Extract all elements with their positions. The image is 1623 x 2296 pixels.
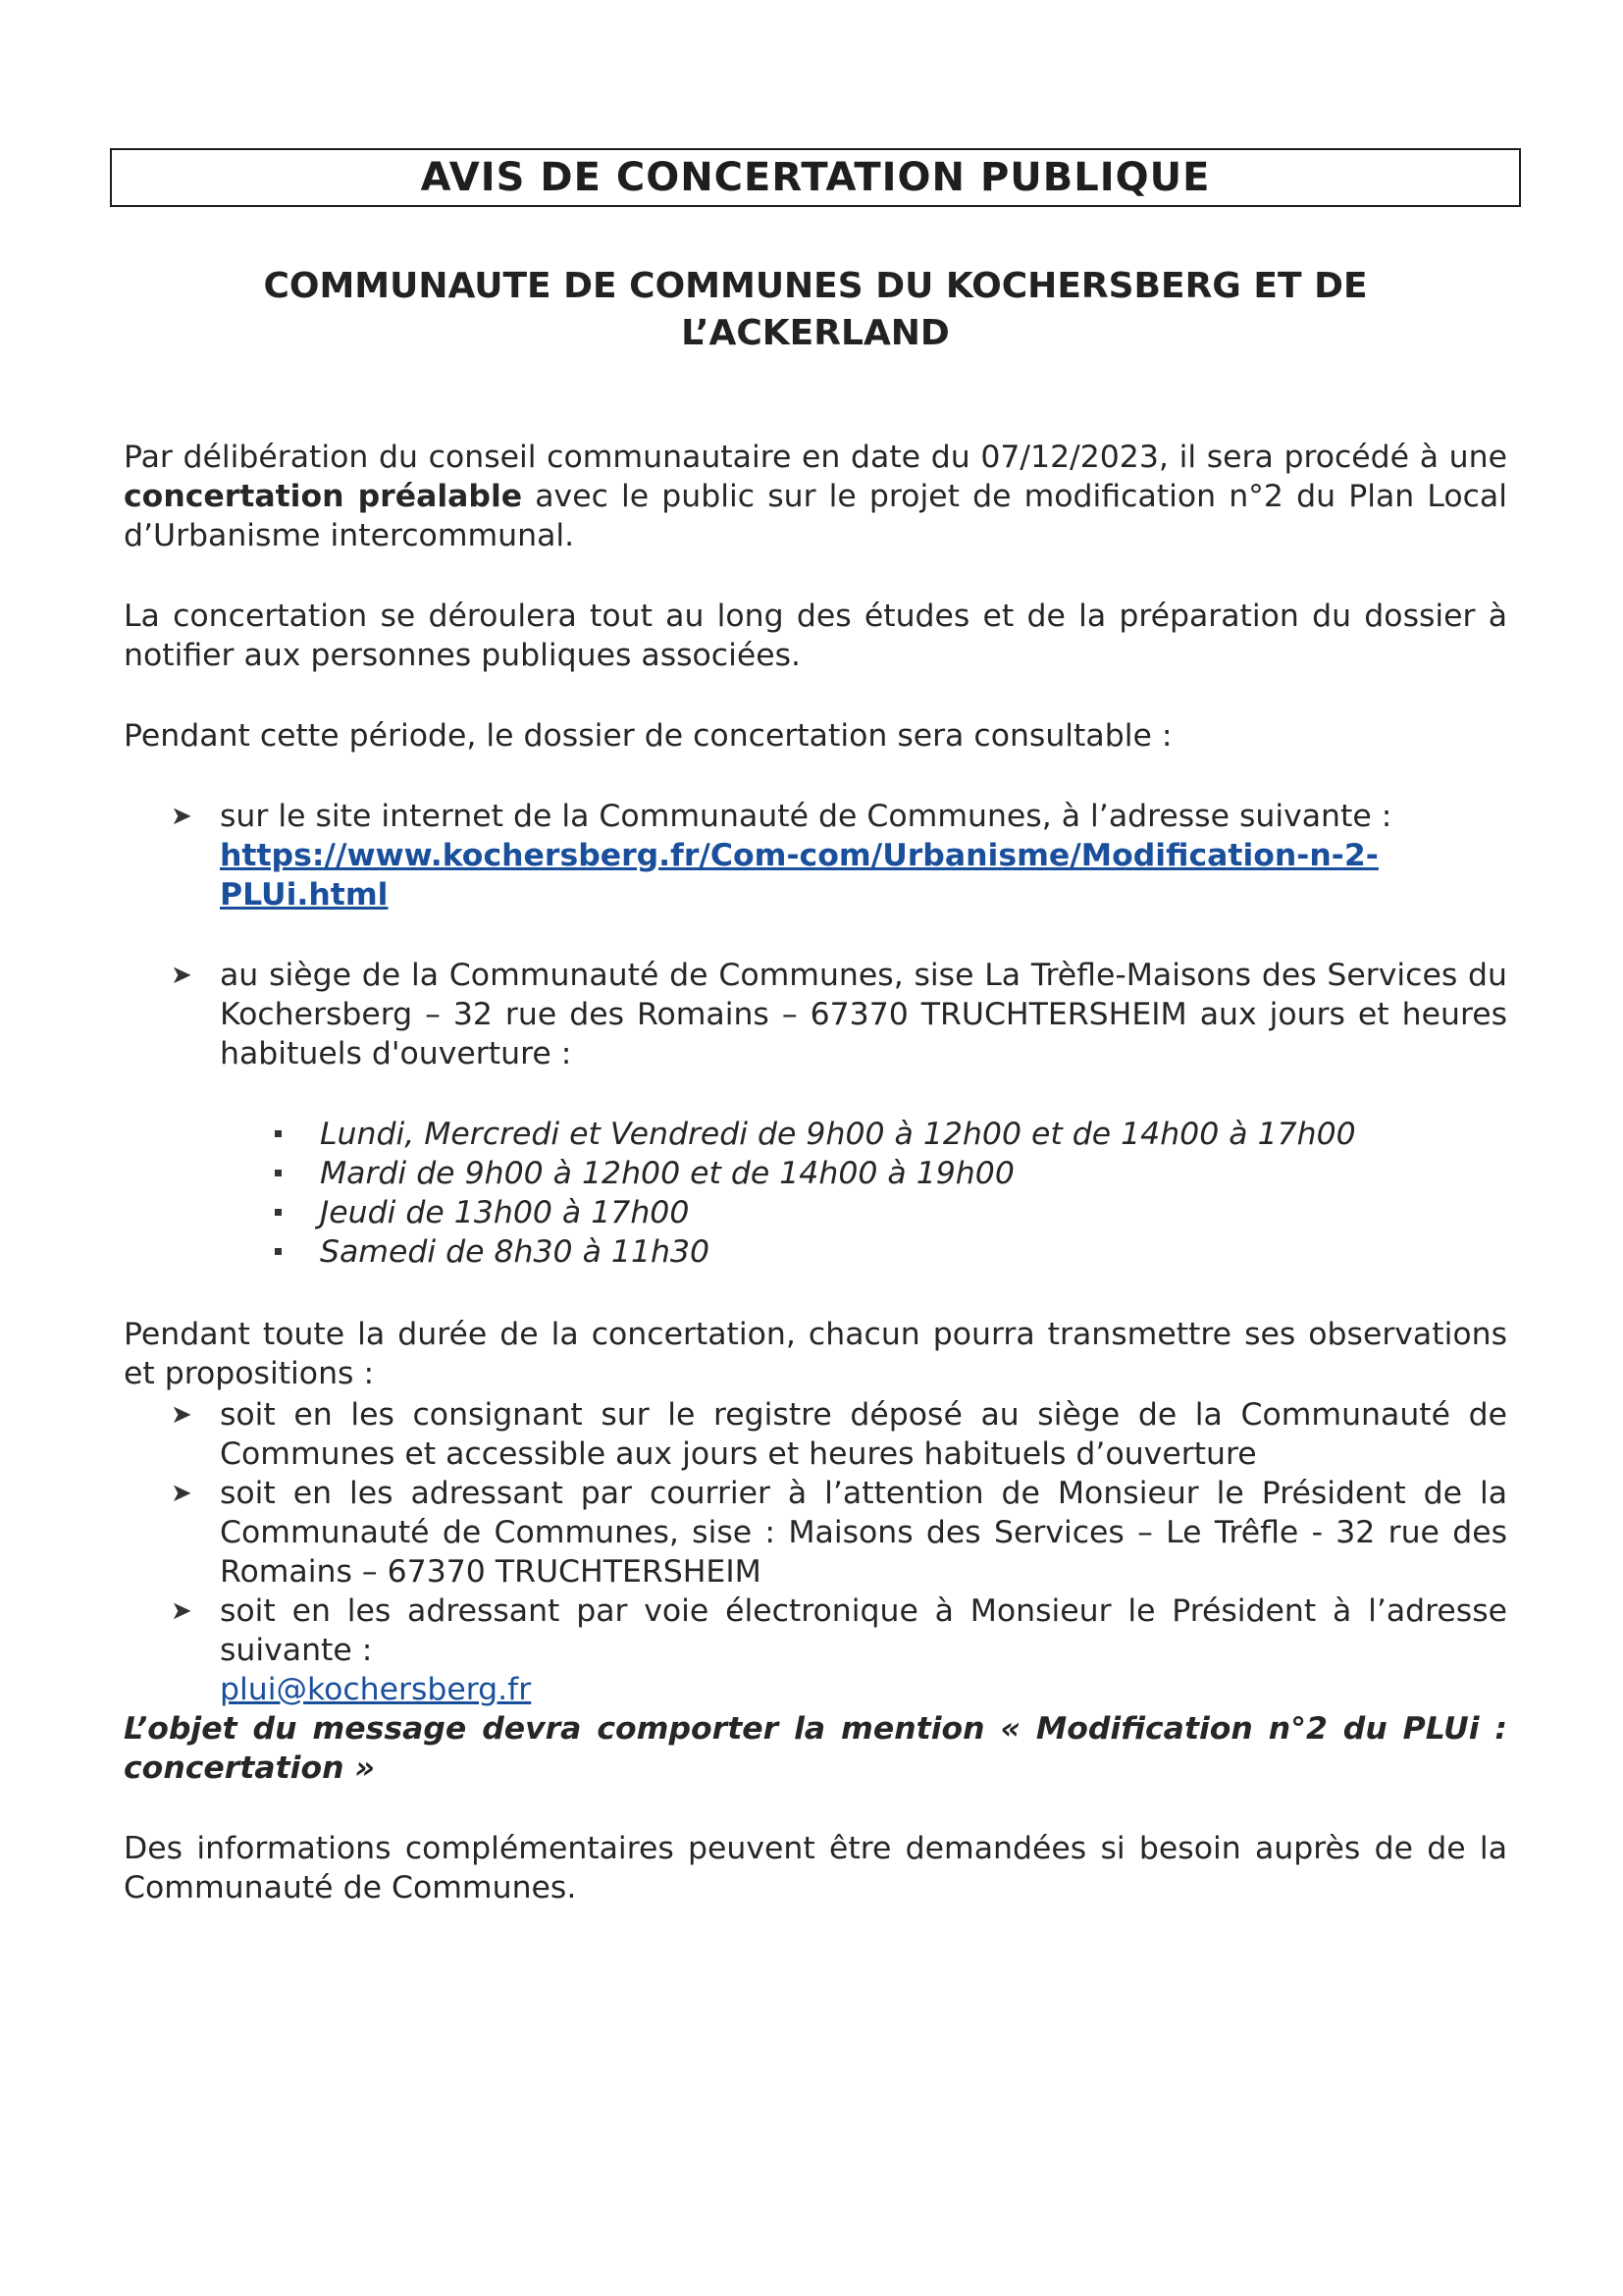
consultation-website-text: sur le site internet de la Communauté de Communes, à l’adresse suivante : (220, 799, 1392, 834)
organization-name-line1: COMMUNAUTE DE COMMUNES DU KOCHERSBERG ET DE (263, 266, 1368, 306)
organization-name-line2: L’ACKERLAND (681, 313, 950, 353)
consultation-website-item (171, 797, 1507, 914)
consultation-url-line2: PLUi.html (220, 877, 389, 913)
square-bullet-icon (275, 1170, 282, 1176)
observation-email-item (171, 1592, 1507, 1709)
deliberation-text-start: Par délibération du conseil communautaire en date du 07/12/2023, il sera procédé à une (124, 440, 1507, 475)
observation-register-text: soit en les consignant sur le registre déposé au siège de la Communauté de Communes et accessible aux jours et heures habituels d’ouverture (220, 1397, 1507, 1472)
organization-name (110, 263, 1521, 357)
concertation-duration-paragraph: La concertation se déroulera tout au long des études et de la préparation du dossier à notifier aux personnes publiques associées. (124, 599, 1507, 673)
subject-notice: L’objet du message devra comporter la mention « Modification n°2 du PLUi : concertation » (124, 1711, 1507, 1786)
opening-hours-text: Samedi de 8h30 à 11h30 (320, 1234, 710, 1270)
opening-hours-item (320, 1115, 1517, 1154)
arrow-bullet-icon: ➤ (171, 961, 192, 990)
email-link[interactable]: plui@kochersberg.fr (220, 1672, 532, 1707)
arrow-bullet-icon: ➤ (171, 802, 192, 831)
square-bullet-icon (275, 1209, 282, 1216)
consultation-office-text: au siège de la Communauté de Communes, sise La Trèfle-Maisons des Services du Kochersberg – 32 rue des Romains – 67370 TRUCHTERSHEIM aux jours et heures habituels d'ouverture : (220, 958, 1507, 1071)
observation-mail-item (171, 1474, 1507, 1592)
opening-hours-text: Jeudi de 13h00 à 17h00 (320, 1195, 690, 1230)
square-bullet-icon (275, 1248, 282, 1255)
observations-intro-paragraph: Pendant toute la durée de la concertation, chacun pourra transmettre ses observations et propositions : (124, 1317, 1507, 1391)
deliberation-text-bold: concertation préalable (124, 479, 523, 514)
consultation-website-link[interactable] (220, 838, 1379, 913)
opening-hours-item (320, 1154, 1517, 1193)
observation-email-text: soit en les adressant par voie électronique à Monsieur le Président à l’adresse suivante : (220, 1593, 1507, 1668)
arrow-bullet-icon: ➤ (171, 1596, 192, 1626)
opening-hours-list (320, 1115, 1517, 1272)
arrow-bullet-icon: ➤ (171, 1479, 192, 1508)
arrow-bullet-icon: ➤ (171, 1400, 192, 1430)
closing-paragraph: Des informations complémentaires peuvent être demandées si besoin auprès de de la Communauté de Communes. (124, 1831, 1507, 1905)
notice-title-box (110, 148, 1521, 207)
notice-title: AVIS DE CONCERTATION PUBLIQUE (420, 155, 1211, 200)
observation-register-item (171, 1395, 1507, 1474)
observation-mail-text: soit en les adressant par courrier à l’attention de Monsieur le Président de la Communauté de Communes, sise : Maisons des Services – Le Trêfle - 32 rue des Romains – 67370 TRUCHTERSHEIM (220, 1476, 1507, 1590)
consultation-intro-paragraph: Pendant cette période, le dossier de concertation sera consultable : (124, 718, 1173, 754)
opening-hours-item (320, 1193, 1517, 1232)
consultation-url-line1: https://www.kochersberg.fr/Com-com/Urbanisme/Modification-n-2- (220, 838, 1379, 873)
opening-hours-text: Lundi, Mercredi et Vendredi de 9h00 à 12h00 et de 14h00 à 17h00 (320, 1117, 1356, 1152)
opening-hours-text: Mardi de 9h00 à 12h00 et de 14h00 à 19h00 (320, 1156, 1015, 1191)
square-bullet-icon (275, 1130, 282, 1137)
consultation-office-item (171, 956, 1507, 1073)
deliberation-text-end: avec le public sur le projet de modification n°2 du Plan Local d’Urbanisme intercommunal. (124, 479, 1507, 553)
opening-hours-item (320, 1232, 1517, 1272)
deliberation-paragraph (124, 438, 1507, 555)
